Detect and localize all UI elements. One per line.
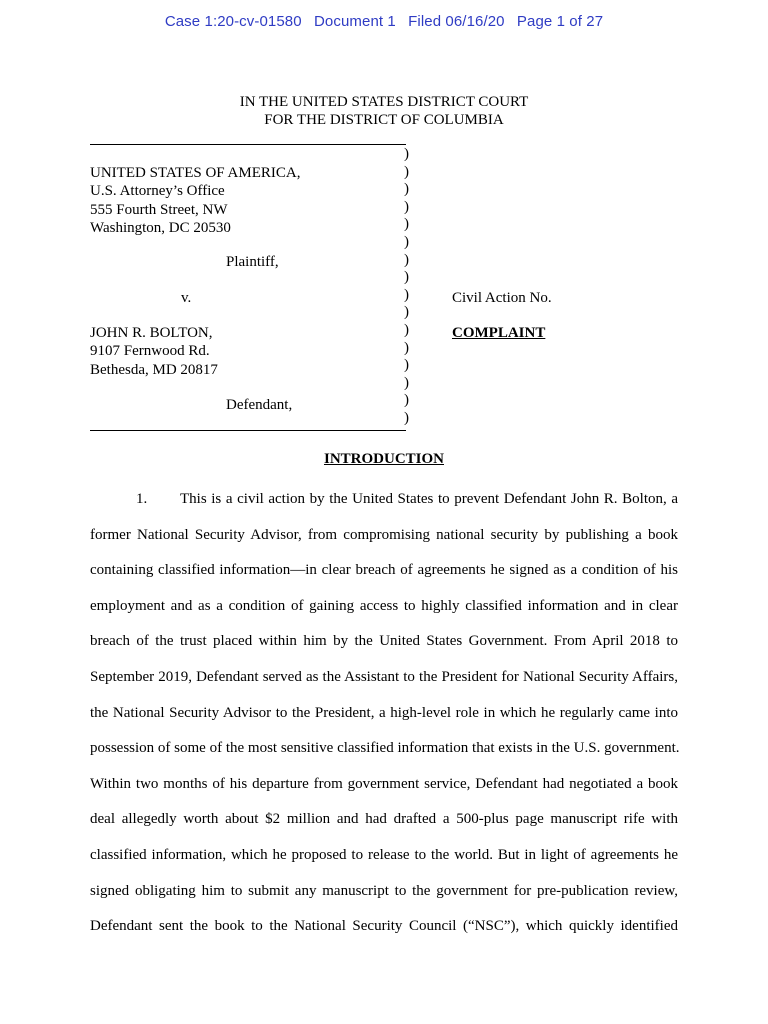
paren: ) [404,163,409,180]
case-number: Case 1:20-cv-01580 [164,13,302,30]
civil-action-label: Civil Action No. [452,290,552,306]
caption-bottom-rule [90,430,406,431]
paragraph-1 [90,482,678,945]
versus: v. [181,290,192,306]
plaintiff-address-3: Washington, DC 20530 [90,219,231,236]
paragraph-line: former National Security Advisor, from compromising national security by publishing a book [90,526,678,543]
paren: ) [404,216,409,233]
paren: ) [404,409,409,426]
paragraph-line: September 2019, Defendant served as the Assistant to the President for National Security Affairs, [90,668,678,685]
paren: ) [404,233,409,250]
plaintiff-role: Plaintiff, [226,254,279,270]
paragraph-line: the National Security Advisor to the President, a high-level role in which he regularly came into [90,704,678,721]
document-number: Document 1 [313,13,396,30]
filed-date: Filed 06/16/20 [408,13,505,30]
paren: ) [404,339,409,356]
paren: ) [404,304,409,321]
document-type: COMPLAINT [452,325,546,341]
court-title [0,93,768,129]
defendant-address-1: 9107 Fernwood Rd. [90,343,210,360]
caption-parentheses [404,146,414,428]
paren: ) [404,251,409,268]
defendant-address-2: Bethesda, MD 20817 [90,361,218,378]
court-line-2: FOR THE DISTRICT OF COLUMBIA [264,112,504,128]
paragraph-line: Within two months of his departure from government service, Defendant had negotiated a book [90,775,678,792]
paren: ) [404,374,409,391]
court-line-1: IN THE UNITED STATES DISTRICT COURT [239,94,529,110]
page-number: Page 1 of 27 [516,13,604,30]
paren: ) [404,286,409,303]
paragraph-line: possession of some of the most sensitive classified information that exists in the U.S. government. [90,740,680,757]
paren: ) [404,392,409,409]
paragraph-line: employment and as a condition of gaining access to highly classified information and in clear [90,597,678,614]
paragraph-line: containing classified information—in clear breach of agreements he signed as a condition of his [90,562,678,579]
paren: ) [404,321,409,338]
paragraph-number: 1. [136,491,148,507]
caption-top-rule [90,144,406,145]
defendant-role: Defendant, [226,397,293,413]
paragraph-line: signed obligating him to submit any manuscript to the government for pre-publication review, [90,882,678,899]
plaintiff-name: UNITED STATES OF AMERICA, [90,165,301,181]
plaintiff-address-2: 555 Fourth Street, NW [90,201,228,218]
paragraph-line: 1. This is a civil action by the United States to prevent Defendant John R. Bolton, a [90,482,678,518]
section-heading: INTRODUCTION [323,451,444,467]
paren: ) [404,357,409,374]
paragraph-line: deal allegedly worth about $2 million and had drafted a 500-plus page manuscript rife with [90,811,678,828]
paren: ) [404,146,409,162]
paragraph-line: Defendant sent the book to the National Security Council (“NSC”), which quickly identified [90,918,678,935]
paren: ) [404,269,409,286]
paren: ) [404,198,409,215]
paren: ) [404,181,409,198]
plaintiff-address-1: U.S. Attorney’s Office [90,183,225,200]
paragraph-line: classified information, which he proposed to release to the world. But in light of agreements he [90,846,678,863]
plaintiff-block [90,164,300,237]
defendant-name: JOHN R. BOLTON, [90,325,213,341]
defendant-block [90,324,218,379]
ecf-header [0,13,768,30]
paragraph-line: breach of the trust placed within him by the United States Government. From April 2018 to [90,633,678,650]
